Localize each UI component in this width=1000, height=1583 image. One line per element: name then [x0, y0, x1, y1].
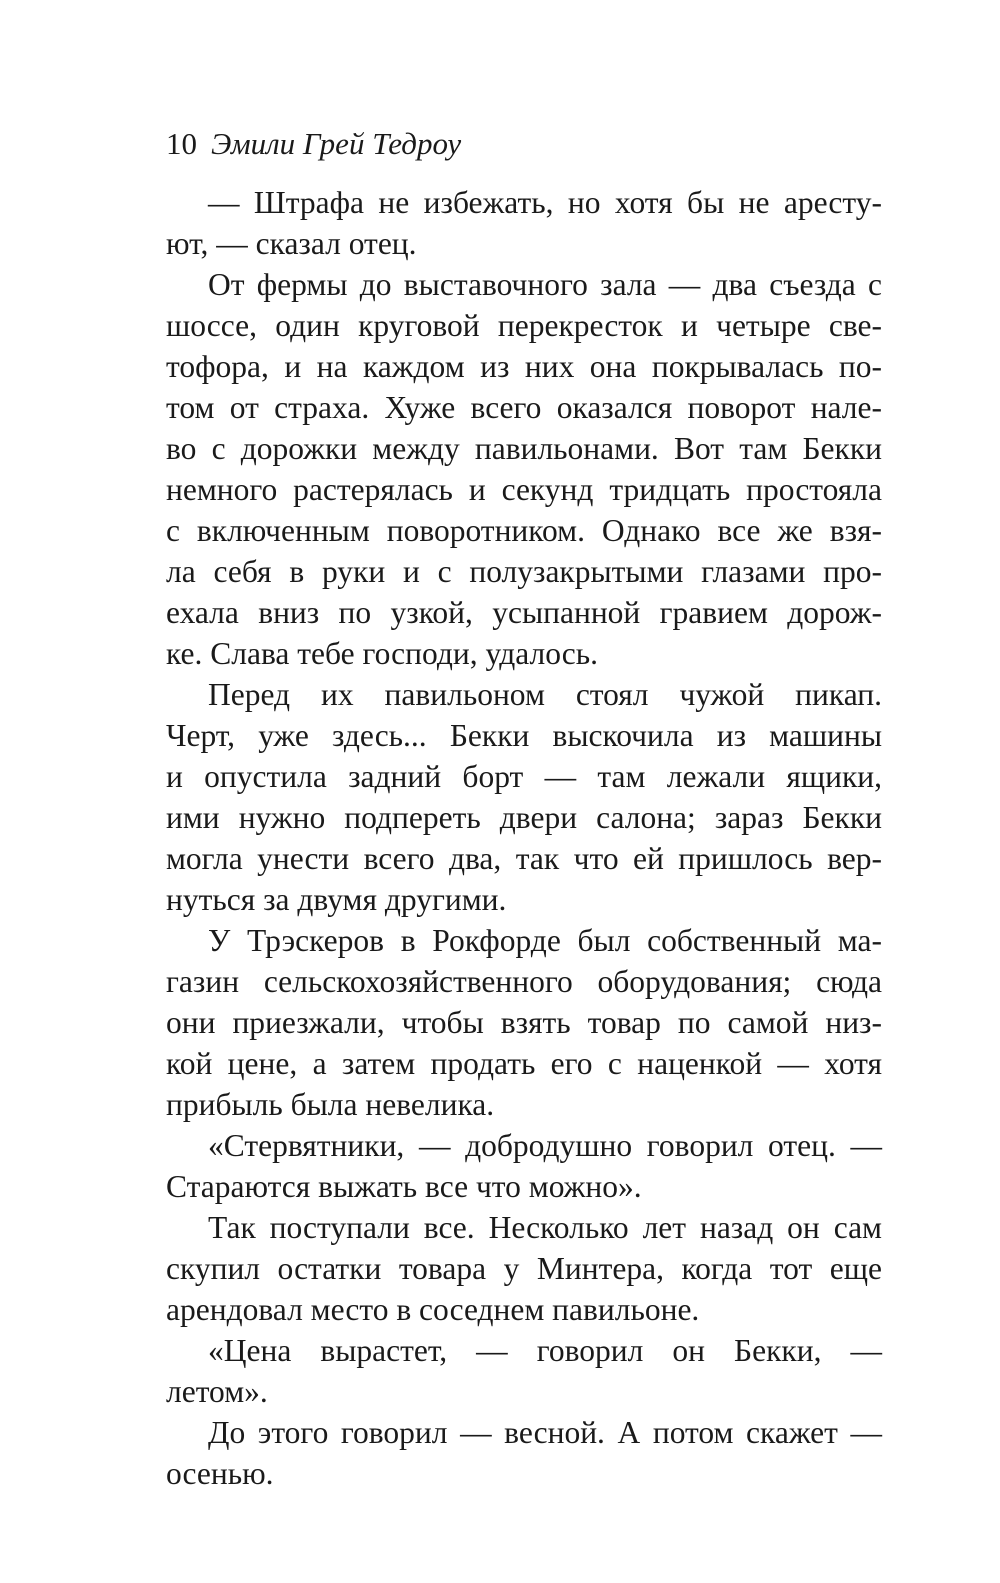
- text-line: и опустила задний борт — там лежали ящики,: [166, 759, 882, 794]
- text-line: во с дорожки между павильонами. Вот там Бекки: [166, 431, 882, 466]
- running-head-author: Эмили Грей Тедроу: [211, 126, 462, 161]
- text-line: От фермы до выставочного зала — два съезда с: [208, 267, 882, 302]
- text-line: Перед их павильоном стоял чужой пикап.: [208, 677, 882, 712]
- text-line: До этого говорил — весной. А потом скажет —: [208, 1415, 882, 1450]
- text-line: Так поступали все. Несколько лет назад он сам: [208, 1210, 882, 1245]
- text-line: арендовал место в соседнем павильоне.: [166, 1292, 700, 1327]
- text-line: осенью.: [166, 1456, 274, 1491]
- text-line: прибыль была невелика.: [166, 1087, 495, 1122]
- text-line: У Трэскеров в Рокфорде был собственный ма-: [208, 923, 882, 958]
- running-head: [166, 124, 461, 164]
- page-number: 10: [166, 126, 197, 161]
- text-line: с включенным поворотником. Однако все же взя-: [166, 513, 882, 548]
- text-line: могла унести всего два, так что ей пришлось вер-: [166, 841, 882, 876]
- body-text: [166, 182, 882, 1494]
- text-line: — Штрафа не избежать, но хотя бы не аресту-: [208, 185, 882, 220]
- text-line: ехала вниз по узкой, усыпанной гравием дорож-: [166, 595, 882, 630]
- text-line: тофора, и на каждом из них она покрывалась по-: [166, 349, 882, 384]
- text-line: скупил остатки товара у Минтера, когда тот еще: [166, 1251, 882, 1286]
- text-line: ими нужно подпереть двери салона; зараз Бекки: [166, 800, 882, 835]
- text-line: ке. Слава тебе господи, удалось.: [166, 636, 599, 671]
- text-line: «Цена вырастет, — говорил он Бекки, —: [208, 1333, 882, 1368]
- text-line: Черт, уже здесь... Бекки выскочила из машины: [166, 718, 882, 753]
- text-line: шоссе, один круговой перекресток и четыре све-: [166, 308, 882, 343]
- text-line: летом».: [166, 1374, 268, 1409]
- text-line: нуться за двумя другими.: [166, 882, 507, 917]
- text-line: Стараются выжать все что можно».: [166, 1169, 642, 1204]
- text-line: ют, — сказал отец.: [166, 226, 417, 261]
- text-line: ла себя в руки и с полузакрытыми глазами про-: [166, 554, 882, 589]
- text-line: они приезжали, чтобы взять товар по самой низ-: [166, 1005, 882, 1040]
- text-line: кой цене, а затем продать его с наценкой — хотя: [166, 1046, 882, 1081]
- text-line: «Стервятники, — добродушно говорил отец. —: [208, 1128, 882, 1163]
- text-line: немного растерялась и секунд тридцать простояла: [166, 472, 882, 507]
- text-line: том от страха. Хуже всего оказался поворот нале-: [166, 390, 882, 425]
- text-line: газин сельскохозяйственного оборудования; сюда: [166, 964, 882, 999]
